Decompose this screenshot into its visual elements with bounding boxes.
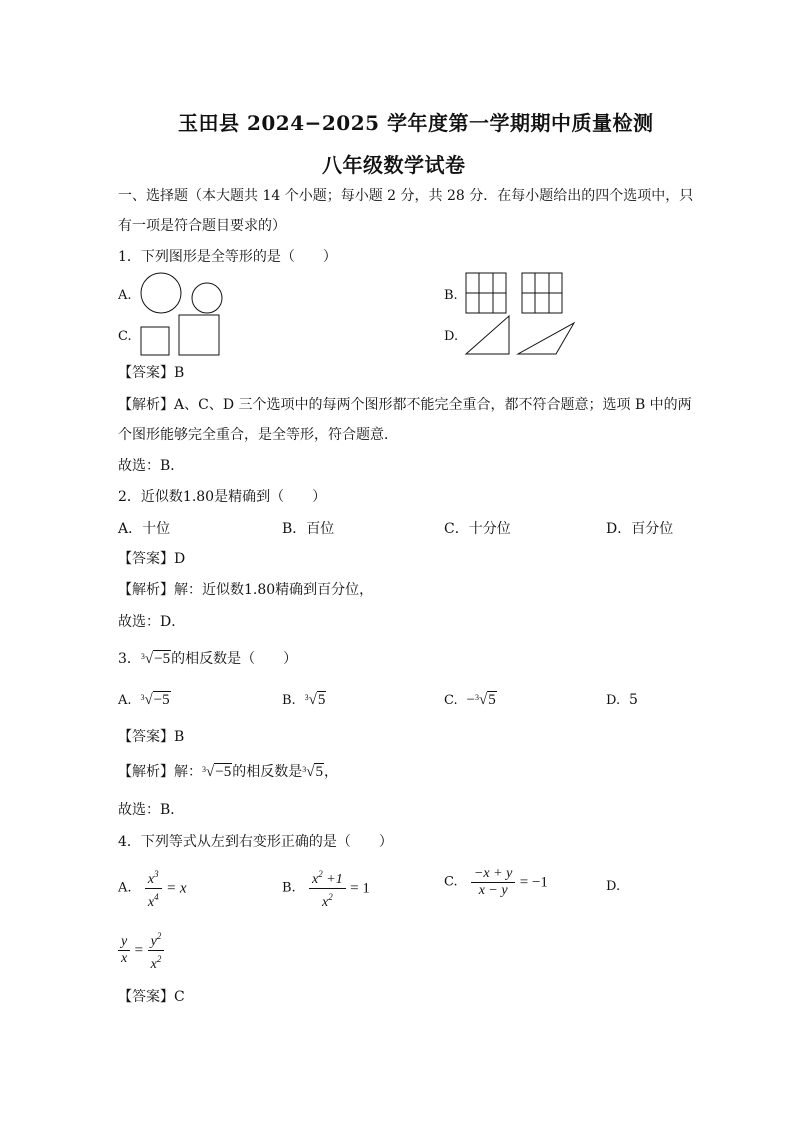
small-square-shape	[141, 327, 169, 355]
q4-stem: 4．下列等式从左到右变形正确的是（ ）	[118, 834, 393, 850]
cube-root-neg5: 3 √−5	[202, 764, 232, 780]
q3-option-a	[118, 690, 171, 711]
obtuse-triangle-shape	[518, 323, 574, 354]
cube-root-5: 3 √5	[304, 692, 326, 708]
q1-answer-value: B	[174, 365, 185, 381]
q4-option-b: B. $\frac{x^2 +1}{x^2}$ = 1	[282, 866, 370, 911]
cube-root-neg5: 3 √−5	[140, 692, 170, 708]
q3-answer	[118, 727, 184, 747]
q1-option-c-figure	[138, 313, 224, 357]
q3-option-a-label: A.	[118, 693, 132, 708]
q3-analysis	[118, 762, 338, 782]
q1-selection	[118, 456, 184, 476]
q1-option-a-figure	[138, 272, 228, 316]
q1-analysis-text1: A、C、D 三个选项中的每两个图形都不能完全重合，都不符合题意；选项 B 中的两	[174, 397, 692, 413]
q3-answer-value: B	[174, 729, 185, 745]
q3-analysis-end: ，	[323, 764, 338, 780]
analysis-tag: 【解析】	[118, 582, 174, 598]
fraction-x3-over-x4: $\frac{x^3}{x^4}$	[145, 866, 162, 911]
q4-option-d-label: D.	[606, 879, 621, 894]
q3-option-c-label: C.	[444, 693, 458, 708]
q4-option-a: A. $\frac{x^3}{x^4}$ = x	[118, 866, 187, 911]
q1-stem: 1．下列图形是全等形的是（ ）	[118, 249, 337, 265]
analysis-tag: 【解析】	[118, 764, 174, 780]
q2-option-a: A．十位	[118, 521, 171, 537]
fraction-negxplusy-over-xminusy: $\frac{-x + y}{x - y}$	[471, 866, 515, 899]
q3-analysis-prefix: 解：	[174, 764, 202, 780]
q2-selection	[118, 612, 185, 632]
q1-analysis-line1	[118, 395, 692, 415]
grid-figure-right	[522, 273, 562, 313]
q2-answer	[118, 549, 185, 569]
large-square-shape	[179, 315, 219, 355]
q3-option-b-label: B.	[282, 693, 296, 708]
grid-figure-left	[466, 273, 506, 313]
q3-option-d-value: 5	[629, 692, 638, 708]
q2-selection-value: D．	[160, 614, 186, 630]
cube-root-5: 3 √5	[302, 764, 323, 780]
q1-selection-value: B．	[160, 458, 185, 474]
q3-option-c	[444, 690, 497, 711]
q3-number: 3．	[118, 651, 141, 667]
fraction-y2-over-x2: $\frac{y^2}{x^2}$	[148, 928, 165, 973]
answer-tag: 【答案】	[118, 729, 174, 745]
q4-answer-value: C	[174, 989, 185, 1005]
q1-option-d-figure	[464, 313, 578, 357]
q3-stem	[118, 649, 297, 669]
q2-option-c: C．十分位	[444, 521, 511, 537]
q1-option-b-figure	[464, 272, 566, 316]
fraction-x2plus1-over-x2: $\frac{x^2 +1}{x^2}$	[309, 866, 346, 911]
large-circle-shape	[141, 273, 181, 313]
right-triangle-shape	[466, 316, 509, 354]
q3-option-d	[606, 690, 638, 711]
neg-cube-root-5: − 3 √5	[466, 692, 496, 708]
q2-option-b: B．百位	[282, 521, 335, 537]
q3-selection	[118, 800, 184, 820]
small-circle-shape	[192, 283, 222, 313]
selection-label: 故选：	[118, 802, 160, 818]
q1-answer	[118, 363, 184, 383]
q4-option-c-label: C.	[444, 874, 458, 890]
q3-selection-value: B．	[160, 802, 185, 818]
selection-label: 故选：	[118, 458, 160, 474]
q2-stem: 2．近似数1.80是精确到（ ）	[118, 489, 327, 505]
analysis-tag: 【解析】	[118, 397, 174, 413]
exam-title: 玉田县 2024−2025 学年度第一学期期中质量检测	[178, 111, 654, 135]
q3-option-d-label: D.	[606, 693, 621, 708]
q2-analysis-text: 解：近似数1.80精确到百分位，	[174, 582, 374, 598]
answer-tag: 【答案】	[118, 365, 174, 381]
q2-answer-value: D	[174, 551, 186, 567]
q4-answer	[118, 987, 185, 1007]
cube-root-neg5: 3 √−5	[140, 651, 171, 667]
q3-stem-tail: 的相反数是（ ）	[171, 651, 298, 667]
q4-option-a-label: A.	[118, 880, 132, 896]
selection-label: 故选：	[118, 614, 160, 630]
q2-option-d: D．百分位	[606, 521, 674, 537]
q4-option-c: C. $\frac{-x + y}{x - y}$ = −1	[444, 866, 548, 898]
section-heading-line2: 有一项是符合题目要求的）	[118, 218, 286, 234]
q4-option-d-expression: $\frac{y}{x}$ = $\frac{y^2}{x^2}$	[118, 928, 164, 973]
q1-option-a-label: A.	[118, 288, 132, 303]
q1-analysis-line2: 个图形能够完全重合，是全等形，符合题意．	[118, 427, 398, 443]
q1-option-b-label: B.	[444, 288, 458, 303]
q4-option-b-label: B.	[282, 880, 296, 896]
q3-option-b	[282, 690, 326, 711]
q1-option-d-label: D.	[444, 329, 459, 344]
q1-option-c-label: C.	[118, 329, 132, 344]
exam-subtitle: 八年级数学试卷	[322, 153, 466, 177]
q2-analysis	[118, 580, 373, 600]
answer-tag: 【答案】	[118, 989, 174, 1005]
q4-option-d	[606, 876, 620, 897]
fraction-y-over-x: $\frac{y}{x}$	[118, 934, 130, 967]
answer-tag: 【答案】	[118, 551, 174, 567]
q3-analysis-mid: 的相反数是	[232, 764, 303, 780]
section-heading-line1: 一、选择题（本大题共 14 个小题；每小题 2 分，共 28 分．在每小题给出的四个选项中，只	[118, 188, 694, 204]
